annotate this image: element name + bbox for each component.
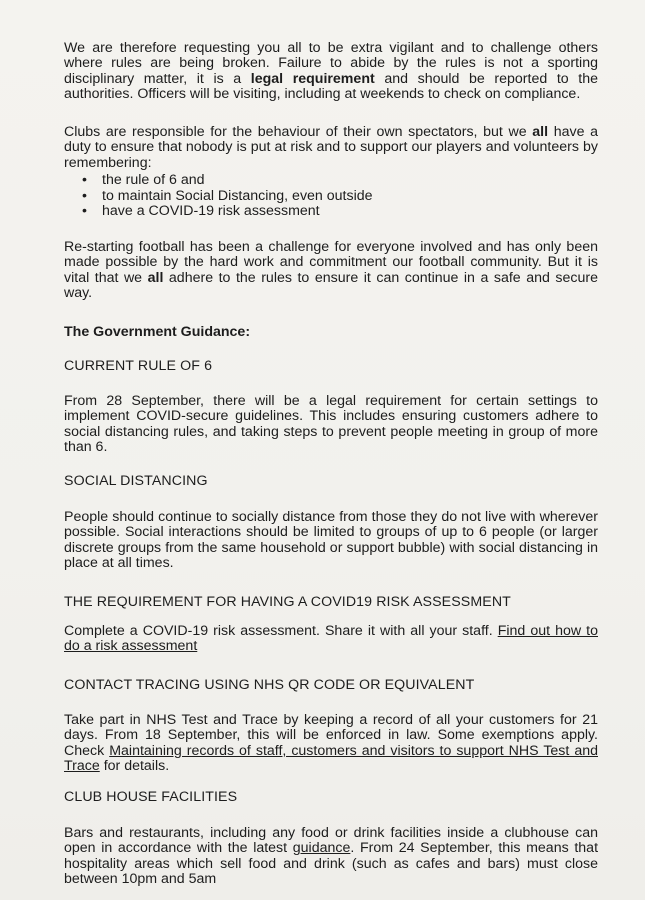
section-clubhouse-text: Bars and restaurants, including any food or drink facilities inside a clubhouse can open in accordance with the latest guidance. From 24 September, this means that hospitality areas which sell food and drink (such as cafes and bars) must close between 10pm and 5am <box>64 825 599 888</box>
paragraph-restarting-football <box>64 240 598 302</box>
section-risk-assessment-text: Complete a COVID-19 risk assessment. Share it with all your staff. Find out how to do a risk assessment <box>64 623 598 655</box>
paragraph-text: have a duty to ensure that nobody is put at risk and to support our players and volunteers by remembering: <box>64 124 598 171</box>
reminder-list <box>64 173 598 219</box>
section-clubhouse-heading: CLUB HOUSE FACILITIES <box>64 789 238 805</box>
paragraph-text: adhere to the rules to ensure it can continue in a safe and secure way. <box>64 269 599 302</box>
paragraph-clubs-responsibility <box>64 125 598 219</box>
section-social-distancing-heading: SOCIAL DISTANCING <box>64 473 208 489</box>
legal-requirement-emphasis: legal requirement <box>250 70 375 87</box>
section-rule-of-6-text: From 28 September, there will be a legal requirement for certain settings to implement COVID-secure guidelines. This includes ensuring customers adhere to social distancing rules, and taking steps to prevent people meeting in group of more than 6. <box>64 393 598 456</box>
paragraph-text: and should be reported to the authorities. Officers will be visiting, including at weekends to check on compliance. <box>64 70 598 103</box>
section-contact-tracing-heading: CONTACT TRACING USING NHS QR CODE OR EQUIVALENT <box>64 677 475 693</box>
list-item: • have a COVID-19 risk assessment <box>82 204 598 219</box>
all-emphasis: all <box>147 269 164 286</box>
risk-assessment-link[interactable]: Find out how to do a risk assessment <box>64 623 598 655</box>
paragraph-text: Clubs are responsible for the behaviour of their own spectators, but we <box>64 124 533 140</box>
all-emphasis: all <box>532 124 549 140</box>
section-social-distancing-text: People should continue to socially distance from those they do not live with wherever possible. Social interactions should be limited to groups of up to 6 people (or larger discrete groups from the same household or support bubble) with social distancing in place at all times. <box>64 509 598 572</box>
nhs-test-and-trace-link[interactable]: Maintaining records of staff, customers and visitors to support NHS Test and Trace <box>64 742 598 775</box>
list-item: • to maintain Social Distancing, even outside <box>82 189 598 204</box>
section-contact-tracing-text: Take part in NHS Test and Trace by keeping a record of all your customers for 21 days. From 18 September, this will be enforced in law. Some exemptions apply. Check Maintaining records of staff, customers and visitors to support NHS Test and Trace for details. <box>64 712 598 775</box>
paragraph-vigilance <box>64 41 598 103</box>
paragraph-text: Re-starting football has been a challenge for everyone involved and has only been made possible by the hard work and commitment our football community. But it is vital that we <box>64 239 598 286</box>
paragraph-text: We are therefore requesting you all to be extra vigilant and to challenge others where rules are being broken. Failure to abide by the rules is not a sporting disciplinary matter, it is a <box>64 40 598 87</box>
guidance-link[interactable]: guidance <box>292 840 351 857</box>
guidance-heading: The Government Guidance: <box>64 324 251 340</box>
list-item: • the rule of 6 and <box>82 173 598 188</box>
section-risk-assessment-heading: THE REQUIREMENT FOR HAVING A COVID19 RISK ASSESSMENT <box>64 594 511 610</box>
section-rule-of-6-heading: CURRENT RULE OF 6 <box>64 358 213 374</box>
